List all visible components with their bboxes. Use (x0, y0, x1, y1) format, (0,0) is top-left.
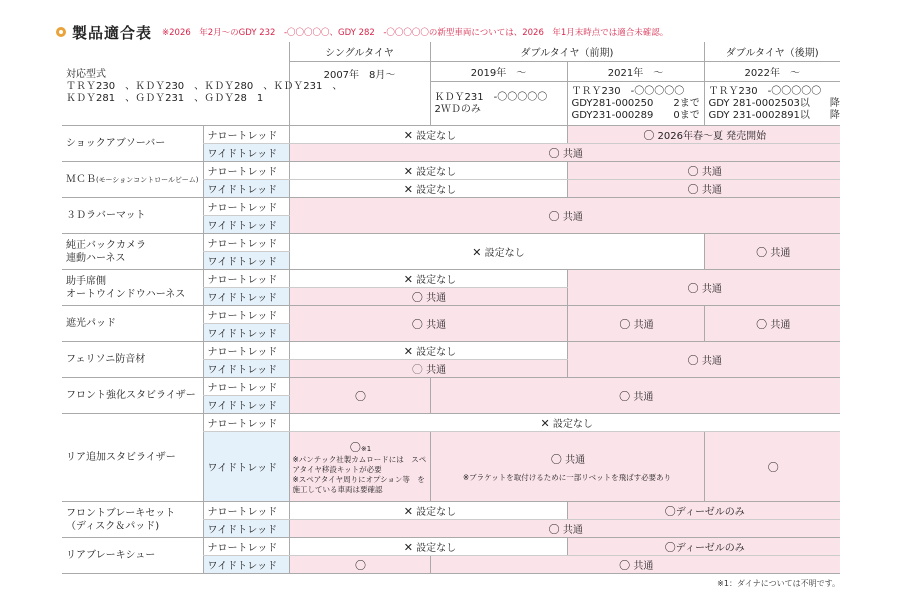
circle-icon: 〇 (664, 504, 676, 518)
cross-icon: ✕ (403, 165, 413, 178)
circle-icon: 〇 (687, 164, 699, 178)
table-cell: 〇 共通 (289, 288, 567, 306)
single-date: 2007年 8月〜 (289, 62, 430, 126)
table-cell: 〇 共通 (704, 306, 840, 342)
table-cell: ✕ 設定なし (289, 342, 567, 360)
tread-narrow: ナロートレッド (203, 342, 289, 360)
cross-icon: ✕ (403, 273, 413, 286)
table-cell: 〇 共通 (567, 162, 840, 180)
product-ferisoni: フェリソニ防音材 (62, 342, 203, 378)
table-cell: 〇 共通 (289, 198, 840, 234)
circle-icon: 〇 (548, 522, 560, 536)
tread-narrow: ナロートレッド (203, 198, 289, 216)
product-camera: 純正バックカメラ 連動ハーネス (62, 234, 203, 270)
table-cell: 〇 2026年春〜夏 発売開始 (567, 126, 840, 144)
table-cell: ✕ 設定なし (289, 126, 567, 144)
double-early-2019-detail: ＫＤＹ231 -〇〇〇〇〇 2ＷＤのみ (430, 82, 567, 126)
tread-wide: ワイドトレッド (203, 288, 289, 306)
product-mat: ３Ｄラバーマット (62, 198, 203, 234)
col-double-late: ダブルタイヤ（後期) (704, 42, 840, 62)
double-late-2022: 2022年 〜 (704, 62, 840, 82)
circle-icon: 〇 (619, 317, 631, 331)
table-cell: ✕ 設定なし (289, 502, 567, 520)
footnote: ※1：ダイナについては不明です。 (717, 579, 840, 588)
tread-narrow: ナロートレッド (203, 306, 289, 324)
tread-narrow: ナロートレッド (203, 234, 289, 252)
tread-narrow: ナロートレッド (203, 162, 289, 180)
header-row-1 (62, 42, 840, 62)
table-cell: 〇ディーゼルのみ (567, 502, 840, 520)
circle-icon: 〇 (411, 317, 423, 331)
table-cell: 〇 共通 (567, 306, 704, 342)
tread-narrow: ナロートレッド (203, 378, 289, 396)
header-bullet-icon (56, 27, 66, 37)
table-row (62, 162, 840, 180)
product-mcb: ＭＣＢ(モーションコントロールビーム) (62, 162, 203, 198)
product-shock: ショックアブソーバー (62, 126, 203, 162)
tread-narrow: ナロートレッド (203, 270, 289, 288)
circle-icon: 〇 (550, 452, 562, 466)
table-cell: 〇 共通 (704, 234, 840, 270)
table-cell: 〇 共通 (289, 360, 567, 378)
double-late-2022-detail: ＴＲＹ230 -〇〇〇〇〇 GDY 281-0002503以 降 GDY 231-0002891以 降 (704, 82, 840, 126)
table-cell (704, 432, 840, 502)
double-early-2019: 2019年 〜 (430, 62, 567, 82)
table-cell: 〇 共通 (567, 270, 840, 306)
table-row (62, 414, 840, 432)
circle-icon: 〇 (355, 389, 366, 403)
product-window: 助手席側 オートウインドウハーネス (62, 270, 203, 306)
table-cell: ✕ 設定なし (289, 538, 567, 556)
table-cell (289, 378, 430, 414)
table-cell: 〇 共通 (430, 378, 840, 414)
circle-outline-icon: 〇 (411, 362, 423, 376)
circle-icon: 〇 (687, 353, 699, 367)
table-row (62, 234, 840, 252)
circle-icon: 〇 (687, 281, 699, 295)
table-cell: 〇 共通 (567, 342, 840, 378)
tread-narrow: ナロートレッド (203, 126, 289, 144)
models-label: 対応型式 ＴＲＹ230 、ＫＤＹ230 、ＫＤＹ280 、ＫＤＹ231 、 ＫＤＹ281 、ＧＤＹ231 、ＧＤＹ28 1 (62, 42, 203, 126)
tread-wide: ワイドトレッド (203, 180, 289, 198)
tread-wide: ワイドトレッド (203, 432, 289, 502)
product-rear-brake: リアブレーキシュー (62, 538, 203, 574)
table-row (62, 378, 840, 396)
circle-icon: 〇 (767, 460, 779, 474)
table-row (62, 342, 840, 360)
tread-wide: ワイドトレッド (203, 216, 289, 234)
table-row (62, 126, 840, 144)
tread-wide: ワイドトレッド (203, 396, 289, 414)
circle-icon: 〇 (687, 182, 699, 196)
table-row (62, 538, 840, 556)
table-cell: 〇 共通 (567, 180, 840, 198)
tread-wide: ワイドトレッド (203, 324, 289, 342)
table-cell: ✕ 設定なし (289, 414, 840, 432)
double-early-2021: 2021年 〜 (567, 62, 704, 82)
circle-icon: 〇 (349, 440, 361, 454)
table-row (62, 198, 840, 216)
tread-narrow: ナロートレッド (203, 414, 289, 432)
circle-icon: 〇 (619, 389, 631, 403)
header (56, 22, 668, 42)
double-early-2021-detail: ＴＲＹ230 -〇〇〇〇〇 GDY281-000250 2まで GDY231-000289 0まで (567, 82, 704, 126)
tread-wide: ワイドトレッド (203, 556, 289, 574)
tread-wide: ワイドトレッド (203, 520, 289, 538)
circle-icon: 〇 (756, 245, 768, 259)
circle-icon: 〇 (548, 209, 560, 223)
circle-icon: 〇 (355, 558, 366, 572)
cross-icon: ✕ (403, 129, 413, 142)
page-title: 製品適合表 (72, 23, 153, 42)
tread-wide: ワイドトレッド (203, 144, 289, 162)
header-note: ※2026 年2月〜のGDY 232 -〇〇〇〇〇、GDY 282 -〇〇〇〇〇の新型車両については、2026 年1月末時点では適合未確認。 (162, 28, 669, 38)
product-front-stab: フロント強化スタビライザー (62, 378, 203, 414)
tread-narrow: ナロートレッド (203, 502, 289, 520)
table-row (62, 306, 840, 324)
table-cell: ✕ 設定なし (289, 162, 567, 180)
table-cell: 〇 共通 (430, 556, 840, 574)
table-cell: 〇 共通 (289, 520, 840, 538)
product-rear-stab: リア追加スタビライザー (62, 414, 203, 502)
cross-icon: ✕ (403, 183, 413, 196)
circle-icon: 〇 (411, 290, 423, 304)
cross-icon: ✕ (472, 246, 482, 259)
table-cell: 〇 共通 ※ブラケットを取付けるために一部リベットを飛ばす必要あり (430, 432, 704, 502)
table-cell (289, 556, 430, 574)
cross-icon: ✕ (403, 505, 413, 518)
table-cell: ✕ 設定なし (289, 270, 567, 288)
product-front-brake: フロントブレーキセット （ディスク＆パッド) (62, 502, 203, 538)
product-shade: 遮光パッド (62, 306, 203, 342)
col-double-early: ダブルタイヤ（前期) (430, 42, 704, 62)
circle-icon: 〇 (619, 558, 631, 572)
table-cell: ✕ 設定なし (289, 234, 704, 270)
table-row (62, 502, 840, 520)
tread-wide: ワイドトレッド (203, 360, 289, 378)
cross-icon: ✕ (403, 541, 413, 554)
pantech-note: ※パンテック社製カムロードには スペアタイヤ移設キットが必要 ※スペアタイヤ周りにオプション等 を施工している車両は要確認 (292, 454, 427, 494)
table-cell: 〇 共通 (289, 144, 840, 162)
table-cell: 〇 共通 (289, 306, 567, 342)
table-cell: 〇※1 ※パンテック社製カムロードには スペアタイヤ移設キットが必要 ※スペアタイヤ周りにオプション等 を施工している車両は要確認 (289, 432, 430, 502)
table-row (62, 270, 840, 288)
cross-icon: ✕ (403, 345, 413, 358)
col-single: シングルタイヤ (289, 42, 430, 62)
cross-icon: ✕ (540, 417, 550, 430)
tread-narrow: ナロートレッド (203, 538, 289, 556)
table-cell: ✕ 設定なし (289, 180, 567, 198)
circle-icon: 〇 (548, 146, 560, 160)
table-cell: 〇ディーゼルのみ (567, 538, 840, 556)
bracket-note: ※ブラケットを取付けるために一部リベットを飛ばす必要あり (462, 472, 672, 482)
circle-icon: 〇 (756, 317, 768, 331)
tread-wide: ワイドトレッド (203, 252, 289, 270)
compatibility-table (62, 42, 840, 574)
circle-icon: 〇 (643, 128, 655, 142)
circle-icon: 〇 (664, 540, 676, 554)
